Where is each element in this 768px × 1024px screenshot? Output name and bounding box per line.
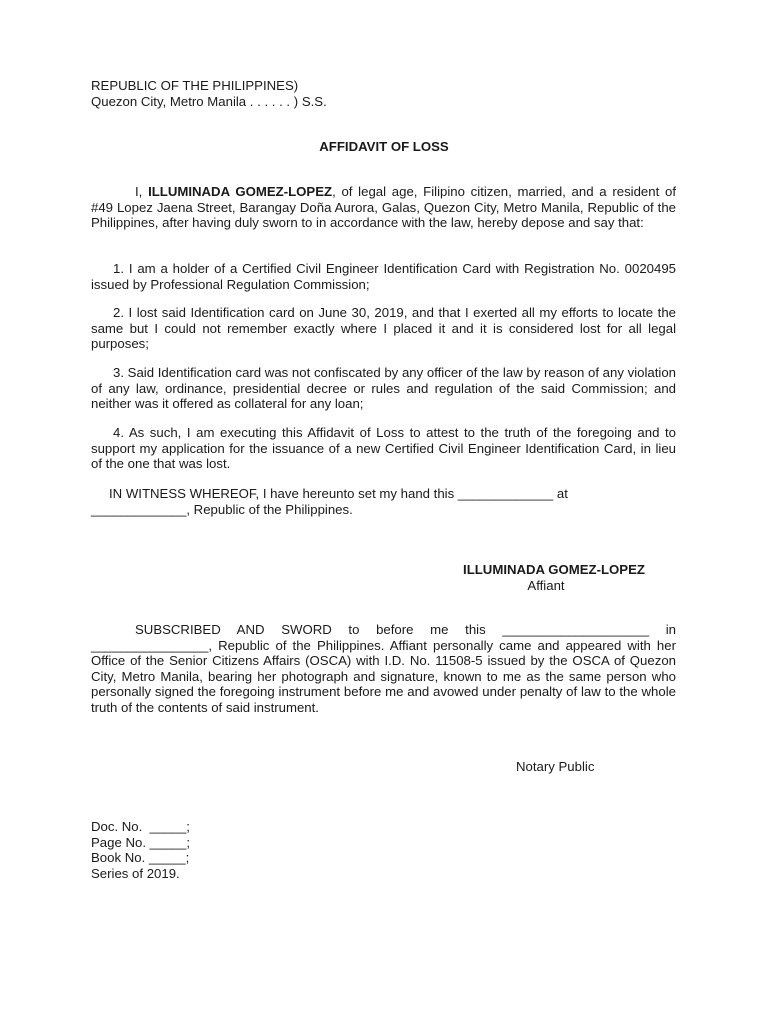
doc-number: Doc. No. _____; [91,819,190,834]
caption-city: Quezon City, Metro Manila . . . . . . ) S.S. [91,93,327,109]
witness-clause: IN WITNESS WHEREOF, I have hereunto set my hand this _____________ at _____________, Republic of the Philippines. [91,486,568,517]
paragraph-2: 2. I lost said Identification card on June 30, 2019, and that I exerted all my efforts to locate the same but I could not remember exactly where I placed it and it is considered lost for all legal purposes; [91,305,676,352]
affiant-name-inline: ILLUMINADA GOMEZ-LOPEZ [148,184,333,199]
intro-lead: I, [135,184,149,199]
caption-republic: REPUBLIC OF THE PHILIPPINES) [91,78,299,93]
intro-paragraph [91,184,676,231]
document-title: AFFIDAVIT OF LOSS [319,139,449,154]
venue-caption [91,78,676,109]
series-year: Series of 2019. [91,865,180,881]
affiant-signature-name: ILLUMINADA GOMEZ-LOPEZ [463,562,645,577]
paragraph-1: 1. I am a holder of a Certified Civil Engineer Identification Card with Registration No. 0020495 issued by Professional Regulation Commission; [91,261,676,292]
book-number: Book No. _____; [91,850,190,866]
page-number: Page No. _____; [91,834,190,850]
notary-public-label: Notary Public [516,759,595,774]
notarial-register [91,819,190,881]
paragraph-4: 4. As such, I am executing this Affidavit of Loss to attest to the truth of the foregoing and to support my application for the issuance of a new Certified Civil Engineer Identification Card, in lieu of the one that was lost. [91,425,676,472]
affiant-label: Affiant [527,578,565,593]
jurat-paragraph: SUBSCRIBED AND SWORD to before me this ____________________ in ________________, Republic of the Philippines. Affiant personally came and appeared with her Office of the Senior Citizens Affairs (OSCA) with I.D. No. 11508-5 issued by the OSCA of Quezon City, Metro Manila, bearing her photograph and signature, known to me as the same person who personally signed the foregoing instrument before me and avowed under penalty of law to the whole truth of the contents of said instrument. [91,622,676,715]
paragraph-3: 3. Said Identification card was not confiscated by any officer of the law by reason of any violation of any law, ordinance, presidential decree or rules and regulation of the said Commission; and neither was it offered as collateral for any loan; [91,365,676,412]
intro-rest: , of legal age, Filipino citizen, married, and a resident of #49 Lopez Jaena Street, Barangay Doña Aurora, Galas, Quezon City, Metro Manila, Republic of the Philippines, after having duly sworn to in accordance with the law, hereby depose and say that: [91,184,676,231]
